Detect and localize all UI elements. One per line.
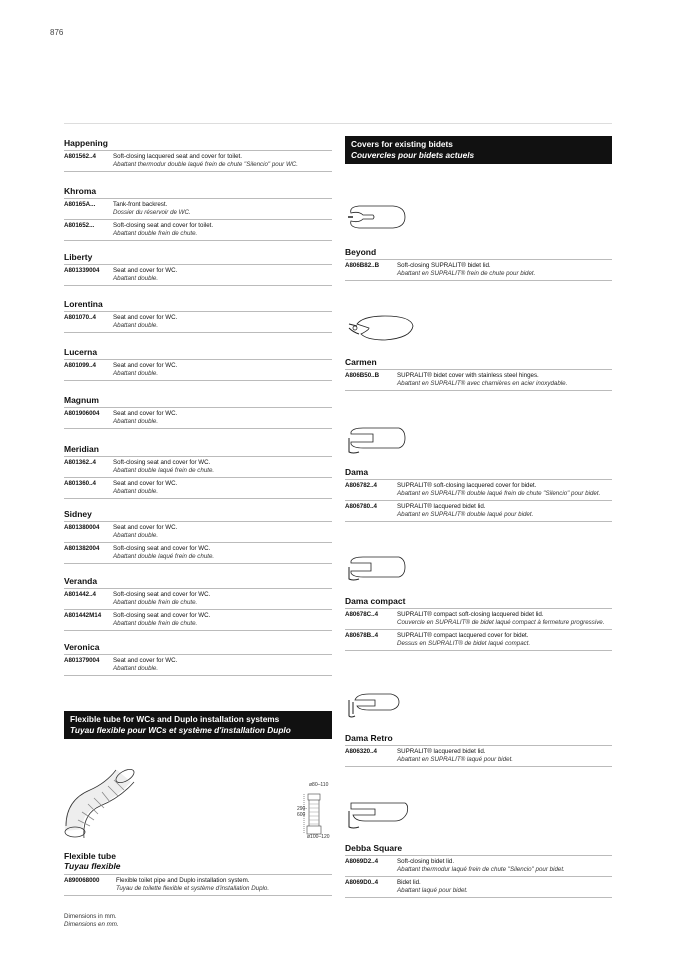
- desc-en: Soft-closing seat and cover for WC.: [113, 591, 211, 598]
- product-code: A80165A...: [64, 201, 96, 208]
- series-title: Flexible tube: [64, 851, 116, 861]
- product-code: A801360..4: [64, 480, 96, 487]
- product-row: [64, 654, 332, 676]
- dama-compact-lid-image: [345, 553, 407, 585]
- desc-fr: Abattant en SUPRALIT® laqué pour bidet.: [397, 756, 514, 763]
- series-title: Dama Retro: [345, 733, 393, 743]
- bidet-banner: [345, 136, 612, 164]
- series-veranda: [64, 576, 332, 631]
- series-lorentina: [64, 299, 332, 333]
- product-code: A801652...: [64, 222, 95, 229]
- product-code: A890068000: [64, 877, 100, 884]
- desc-en: Seat and cover for WC.: [113, 267, 178, 274]
- product-row: [345, 855, 612, 876]
- carmen-lid-image: [345, 312, 415, 346]
- dim-mid-1: 290-: [297, 806, 308, 812]
- product-code: A801099..4: [64, 362, 96, 369]
- desc-en: Soft-closing bidet lid.: [397, 858, 455, 865]
- desc-en: SUPRALIT® lacquered bidet lid.: [397, 748, 486, 755]
- product-row: [64, 219, 332, 241]
- dim-mid-2: 600: [297, 812, 306, 818]
- product-row: [64, 542, 332, 564]
- product-code: A80678B..4: [345, 632, 379, 639]
- desc-en: SUPRALIT® lacquered bidet lid.: [397, 503, 486, 510]
- series-title: Magnum: [64, 395, 99, 405]
- series-debba-square: [345, 843, 612, 898]
- desc-fr: Abattant thermodur double laqué frein de chute "Silencio" pour WC.: [113, 161, 298, 168]
- desc-en: Flexible toilet pipe and Duplo installation system.: [116, 877, 250, 884]
- desc-en: Seat and cover for WC.: [113, 314, 178, 321]
- series-meridian: [64, 444, 332, 499]
- dama-lid-image: [345, 424, 407, 458]
- desc-en: Seat and cover for WC.: [113, 657, 178, 664]
- product-code: A806780..4: [345, 503, 377, 510]
- product-row: [345, 608, 612, 629]
- series-beyond: [345, 247, 612, 281]
- series-title: Dama: [345, 467, 369, 477]
- desc-fr: Abattant en SUPRALIT® frein de chute pour bidet.: [397, 270, 536, 277]
- desc-fr: Abattant double frein de chute.: [113, 230, 198, 237]
- series-title: Lorentina: [64, 299, 103, 309]
- flex-banner-fr: Tuyau flexible pour WCs et système d'installation Duplo: [70, 725, 291, 735]
- desc-en: SUPRALIT® bidet cover with stainless steel hinges.: [397, 372, 539, 379]
- product-code: A801382004: [64, 545, 100, 552]
- desc-fr: Abattant double frein de chute.: [113, 620, 198, 627]
- desc-fr: Abattant double.: [113, 418, 159, 425]
- desc-en: Seat and cover for WC.: [113, 524, 178, 531]
- desc-en: SUPRALIT® compact lacquered cover for bidet.: [397, 632, 529, 639]
- series-sidney: [64, 509, 332, 564]
- desc-fr: Abattant double.: [113, 488, 159, 495]
- series-title: Khroma: [64, 186, 97, 196]
- desc-fr: Tuyau de toilette flexible et système d'installation Duplo.: [116, 885, 270, 892]
- desc-en: Soft-closing lacquered seat and cover for toilet.: [113, 153, 242, 160]
- series-title: Meridian: [64, 444, 99, 454]
- product-code: A801442..4: [64, 591, 96, 598]
- product-row: [64, 521, 332, 542]
- product-row: [64, 456, 332, 477]
- desc-fr: Abattant double.: [113, 532, 159, 539]
- product-row: [345, 259, 612, 281]
- desc-en: Seat and cover for WC.: [113, 410, 178, 417]
- product-row: [345, 500, 612, 522]
- product-row: [345, 745, 612, 767]
- flexible-tube-series: [64, 851, 332, 896]
- desc-fr: Abattant double laqué frein de chute.: [113, 553, 215, 560]
- desc-en: Soft-closing seat and cover for WC.: [113, 545, 211, 552]
- series-title: Lucerna: [64, 347, 98, 357]
- series-liberty: [64, 252, 332, 286]
- series-magnum: [64, 395, 332, 429]
- desc-en: Soft-closing seat and cover for toilet.: [113, 222, 214, 229]
- series-title: Liberty: [64, 252, 93, 262]
- series-dama-retro: [345, 733, 612, 767]
- top-divider: [64, 123, 612, 124]
- series-title: Veronica: [64, 642, 100, 652]
- desc-fr: Abattant en SUPRALIT® double laqué pour bidet.: [397, 511, 534, 518]
- desc-en: Seat and cover for WC.: [113, 480, 178, 487]
- debba-square-lid-image: [345, 797, 411, 831]
- desc-en: Seat and cover for WC.: [113, 362, 178, 369]
- beyond-lid-image: [345, 203, 407, 231]
- desc-fr: Couvercle en SUPRALIT® de bidet laqué compact à fermeture progressive.: [397, 619, 605, 626]
- desc-en: SUPRALIT® soft-closing lacquered cover for bidet.: [397, 482, 537, 489]
- series-title-fr: Tuyau flexible: [64, 861, 121, 871]
- flex-banner-en: Flexible tube for WCs and Duplo installation systems: [70, 714, 280, 724]
- product-code: A806B82..B: [345, 262, 380, 269]
- product-row: [64, 198, 332, 219]
- series-lucerna: [64, 347, 332, 381]
- footer-note: [64, 913, 119, 929]
- desc-en: Tank-front backrest.: [113, 201, 168, 208]
- desc-fr: Abattant laqué pour bidet.: [397, 887, 468, 894]
- series-dama-compact: [345, 596, 612, 651]
- flex-banner: [64, 711, 332, 739]
- bidet-banner-en: Covers for existing bidets: [351, 139, 453, 149]
- series-title: Debba Square: [345, 843, 403, 853]
- product-row: [64, 588, 332, 609]
- product-code: A8069D2..4: [345, 858, 379, 865]
- desc-fr: Abattant double frein de chute.: [113, 599, 198, 606]
- desc-fr: Dossier du réservoir de WC.: [113, 209, 191, 216]
- series-dama: [345, 467, 612, 522]
- product-row: [64, 150, 332, 172]
- desc-en: Bidet lid.: [397, 879, 421, 886]
- product-code: A801380004: [64, 524, 100, 531]
- desc-fr: Dessus en SUPRALIT® de bidet laqué compact.: [397, 640, 531, 647]
- series-title: Veranda: [64, 576, 98, 586]
- desc-fr: Abattant double laqué frein de chute.: [113, 467, 215, 474]
- series-title: Dama compact: [345, 596, 406, 606]
- desc-fr: Abattant en SUPRALIT® double laqué frein de chute "Silencio" pour bidet.: [397, 490, 601, 497]
- desc-fr: Abattant en SUPRALIT® avec charnières en acier inoxydable.: [397, 380, 568, 387]
- product-row: [64, 609, 332, 631]
- product-row: [345, 479, 612, 500]
- series-title: Sidney: [64, 509, 92, 519]
- product-code: A80678C..4: [345, 611, 379, 618]
- series-title: Beyond: [345, 247, 377, 257]
- dim-bottom: ø100–120: [307, 834, 330, 840]
- series-title: Happening: [64, 138, 108, 148]
- product-code: A806320..4: [345, 748, 377, 755]
- product-code: A801339004: [64, 267, 100, 274]
- footer-fr: Dimensions en mm.: [64, 921, 119, 928]
- product-row: [345, 876, 612, 898]
- desc-en: Soft-closing SUPRALIT® bidet lid.: [397, 262, 491, 269]
- desc-fr: Abattant double.: [113, 370, 159, 377]
- desc-fr: Abattant double.: [113, 275, 159, 282]
- product-code: A801562..4: [64, 153, 96, 160]
- bidet-banner-fr: Couvercles pour bidets actuels: [351, 150, 475, 160]
- product-code: A806782..4: [345, 482, 377, 489]
- product-row: [64, 407, 332, 429]
- product-row: [64, 264, 332, 286]
- product-code: A806B50..B: [345, 372, 380, 379]
- series-happening: [64, 138, 332, 172]
- product-code: A8069D0..4: [345, 879, 379, 886]
- product-code: A801442M14: [64, 612, 102, 619]
- footer-en: Dimensions in mm.: [64, 913, 117, 920]
- product-code: A801362..4: [64, 459, 96, 466]
- flexible-tube-image: [64, 768, 154, 843]
- product-row: [64, 311, 332, 333]
- product-row: [64, 359, 332, 381]
- desc-en: SUPRALIT® compact soft-closing lacquered bidet lid.: [397, 611, 544, 618]
- product-row: [345, 629, 612, 651]
- series-khroma: [64, 186, 332, 241]
- desc-fr: Abattant double.: [113, 665, 159, 672]
- product-code: A801070..4: [64, 314, 96, 321]
- desc-fr: Abattant double.: [113, 322, 159, 329]
- series-carmen: [345, 357, 612, 391]
- product-row: [64, 477, 332, 499]
- dim-top: ø80–110: [309, 782, 329, 788]
- series-title: Carmen: [345, 357, 377, 367]
- product-row: [345, 369, 612, 391]
- dama-retro-lid-image: [345, 690, 401, 722]
- product-code: A801906004: [64, 410, 100, 417]
- desc-en: Soft-closing seat and cover for WC.: [113, 459, 211, 466]
- series-veronica: [64, 642, 332, 676]
- product-row: [64, 874, 332, 896]
- desc-en: Soft-closing seat and cover for WC.: [113, 612, 211, 619]
- desc-fr: Abattant thermodur laqué frein de chute "Silencio" pour bidet.: [397, 866, 565, 873]
- product-code: A801379004: [64, 657, 100, 664]
- page-number: 876: [50, 28, 64, 37]
